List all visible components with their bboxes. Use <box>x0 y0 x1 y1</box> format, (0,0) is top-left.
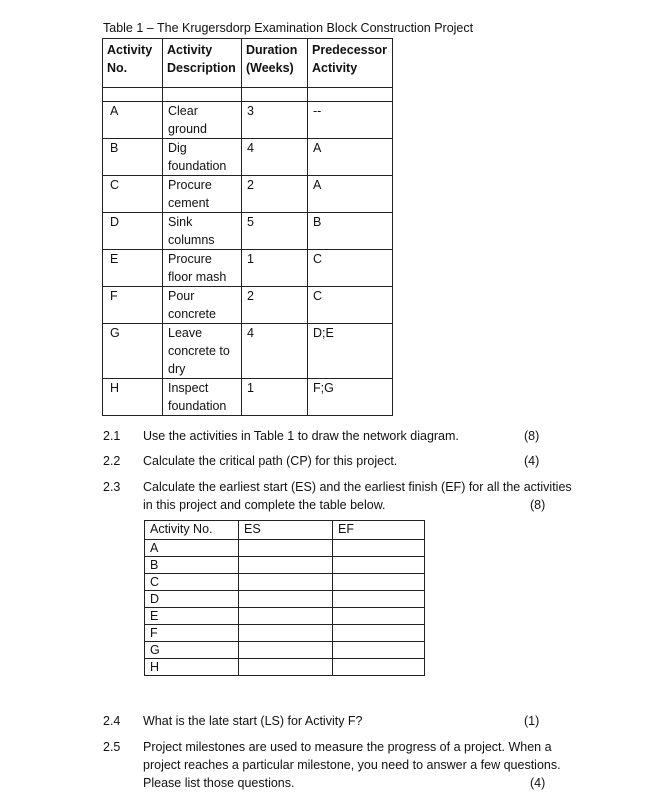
cell-description: Pour concrete <box>163 287 242 324</box>
cell-es[interactable] <box>239 659 333 676</box>
cell-activity-no: A <box>145 540 239 557</box>
question-text: Calculate the earliest start (ES) and the earliest finish (EF) for all the activities in this project and complete the table below. <box>143 480 572 512</box>
question-number: 2.5 <box>103 740 121 754</box>
cell-predecessor: A <box>308 176 393 213</box>
table-row <box>145 625 425 642</box>
cell-activity-no: H <box>145 659 239 676</box>
cell-activity-no: E <box>145 608 239 625</box>
question-text: What is the late start (LS) for Activity F? <box>143 714 363 728</box>
table-row <box>103 324 393 379</box>
question-marks: (8) <box>530 498 546 512</box>
question-marks: (4) <box>530 776 546 790</box>
cell-ef[interactable] <box>333 642 425 659</box>
table-row <box>103 213 393 250</box>
es-ef-table <box>144 520 425 676</box>
cell-activity-no: E <box>103 250 163 287</box>
cell-activity-no: B <box>145 557 239 574</box>
cell-description: Clear ground <box>163 102 242 139</box>
cell-duration: 4 <box>242 139 308 176</box>
cell-es[interactable] <box>239 608 333 625</box>
cell-predecessor: C <box>308 250 393 287</box>
cell-predecessor: C <box>308 287 393 324</box>
cell-es[interactable] <box>239 540 333 557</box>
question-text: Project milestones are used to measure the progress of a project. When a project reaches a particular milestone, you need to answer a few questions. Please list those questions. <box>143 740 561 790</box>
cell-activity-no: F <box>103 287 163 324</box>
table-row <box>145 540 425 557</box>
header-activity-no: Activity No. <box>145 521 239 540</box>
cell-duration: 2 <box>242 176 308 213</box>
cell-activity-no: C <box>103 176 163 213</box>
cell-ef[interactable] <box>333 540 425 557</box>
cell-activity-no: G <box>145 642 239 659</box>
cell-description: Leave concrete to dry <box>163 324 242 379</box>
cell-activity-no: D <box>103 213 163 250</box>
cell-ef[interactable] <box>333 625 425 642</box>
cell-ef[interactable] <box>333 591 425 608</box>
cell-activity-no: A <box>103 102 163 139</box>
table-row <box>145 574 425 591</box>
question-number: 2.3 <box>103 480 121 494</box>
cell-ef[interactable] <box>333 557 425 574</box>
cell-es[interactable] <box>239 625 333 642</box>
cell-es[interactable] <box>239 574 333 591</box>
table-row <box>103 102 393 139</box>
table-row <box>145 591 425 608</box>
table-header-row <box>103 39 393 88</box>
cell-duration: 1 <box>242 250 308 287</box>
table-caption: Table 1 – The Krugersdorp Examination Block Construction Project <box>103 21 474 35</box>
cell-es[interactable] <box>239 557 333 574</box>
question-marks: (1) <box>524 714 540 728</box>
cell-duration: 2 <box>242 287 308 324</box>
header-activity-no: Activity No. <box>103 39 163 88</box>
cell-predecessor: A <box>308 139 393 176</box>
table-row <box>103 176 393 213</box>
cell-ef[interactable] <box>333 659 425 676</box>
cell-description: Dig foundation <box>163 139 242 176</box>
question-number: 2.2 <box>103 454 121 468</box>
cell-activity-no: F <box>145 625 239 642</box>
question-number: 2.4 <box>103 714 121 728</box>
cell-activity-no: D <box>145 591 239 608</box>
cell-es[interactable] <box>239 642 333 659</box>
cell-ef[interactable] <box>333 574 425 591</box>
header-activity-description: Activity Description <box>163 39 242 88</box>
cell-duration: 1 <box>242 379 308 416</box>
question-text: Calculate the critical path (CP) for this project. <box>143 454 398 468</box>
cell-duration: 5 <box>242 213 308 250</box>
question-number: 2.1 <box>103 429 121 443</box>
cell-predecessor: -- <box>308 102 393 139</box>
cell-predecessor: B <box>308 213 393 250</box>
table-row <box>145 659 425 676</box>
question-marks: (8) <box>524 429 540 443</box>
table-row <box>103 287 393 324</box>
cell-description: Procure floor mash <box>163 250 242 287</box>
cell-activity-no: G <box>103 324 163 379</box>
cell-predecessor: F;G <box>308 379 393 416</box>
cell-duration: 3 <box>242 102 308 139</box>
question-text: Use the activities in Table 1 to draw the network diagram. <box>143 429 459 443</box>
table-row <box>145 557 425 574</box>
header-ef: EF <box>333 521 425 540</box>
table-row <box>103 250 393 287</box>
cell-activity-no: H <box>103 379 163 416</box>
question-marks: (4) <box>524 454 540 468</box>
table-row <box>145 608 425 625</box>
cell-activity-no: B <box>103 139 163 176</box>
cell-description: Inspect foundation <box>163 379 242 416</box>
cell-ef[interactable] <box>333 608 425 625</box>
cell-activity-no: C <box>145 574 239 591</box>
es-ef-header-row <box>145 521 425 540</box>
cell-description: Procure cement <box>163 176 242 213</box>
activity-table <box>102 38 393 416</box>
header-predecessor: Predecessor Activity <box>308 39 393 88</box>
cell-description: Sink columns <box>163 213 242 250</box>
table-row <box>103 379 393 416</box>
cell-es[interactable] <box>239 591 333 608</box>
cell-duration: 4 <box>242 324 308 379</box>
table-row <box>145 642 425 659</box>
header-es: ES <box>239 521 333 540</box>
header-duration: Duration (Weeks) <box>242 39 308 88</box>
table-row <box>103 139 393 176</box>
cell-predecessor: D;E <box>308 324 393 379</box>
